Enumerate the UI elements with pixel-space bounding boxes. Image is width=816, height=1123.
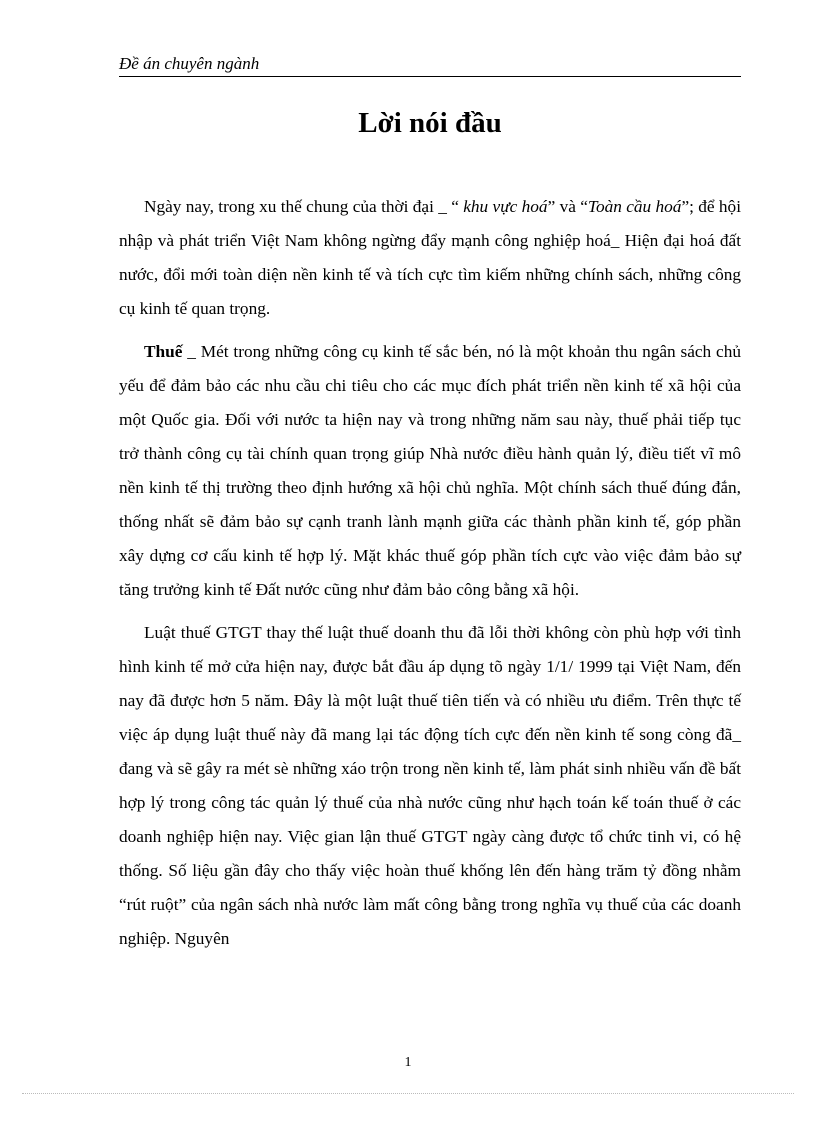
paragraph-2: Thuế _ Mét trong những công cụ kinh tế sắc bén, nó là một khoản thu ngân sách chủ yếu để đảm bảo các nhu cầu chi tiêu cho các mục đích phát triển nền kinh tế xã hội của một Quốc gia. Đối với nước ta hiện nay và trong những năm sau này, thuế phải tiếp tục trở thành công cụ tài chính quan trọng giúp Nhà nước điều hành quản lý, điều tiết vĩ mô nền kinh tế thị trường theo định hướng xã hội chủ nghĩa. Một chính sách thuế đúng đắn, thống nhất sẽ đảm bảo sự cạnh tranh lành mạnh giữa các thành phần kinh tế, góp phần xây dựng cơ cấu kinh tế hợp lý. Mặt khác thuế góp phần tích cực vào việc đảm bảo sự tăng trưởng kinh tế Đất nước cũng như đảm bảo công bằng xã hội. xyxy=(119,342,741,599)
header-text: Đề án chuyên ngành xyxy=(119,54,260,73)
page-bottom-divider xyxy=(22,1093,794,1094)
page-header xyxy=(119,52,741,77)
page-number: 1 xyxy=(404,1055,412,1070)
paragraph-3: Luật thuế GTGT thay thế luật thuế doanh thu đã lỗi thời không còn phù hợp với tình hình kinh tế mở cửa hiện nay, được bắt đầu áp dụng tõ ngày 1/1/ 1999 tại Việt Nam, đến nay đã được hơn 5 năm. Đây là một luật thuế tiên tiến và có nhiều ưu điểm. Trên thực tế việc áp dụng luật thuế này đã mang lại tác động tích cực đến nền kinh tế song còng đã_ đang và sẽ gây ra mét sè những xáo trộn trong nền kinh tế, làm phát sinh nhiều vấn đề bất hợp lý trong công tác quản lý thuế của nhà nước cũng như hạch toán kế toán thuế ở các doanh nghiệp hiện nay. Việc gian lận thuế GTGT ngày càng được tổ chức tinh vi, có hệ thống. Số liệu gần đây cho thấy việc hoàn thuế khống lên đến hàng trăm tỷ đồng nhằm “rút ruột” của ngân sách nhà nước làm mất công bằng trong nghĩa vụ thuế của các doanh nghiệp. Nguyên xyxy=(119,623,741,948)
document-body xyxy=(119,190,741,956)
page-title: Lời nói đầu xyxy=(358,107,502,139)
paragraph-1: Ngày nay, trong xu thế chung của thời đại _ “ khu vực hoá” và “Toàn cầu hoá”; để hội nhập và phát triển Việt Nam không ngừng đẩy mạnh công nghiệp hoá_ Hiện đại hoá đất nước, đổi mới toàn diện nền kinh tế và tích cực tìm kiếm những chính sách, những công cụ kinh tế quan trọng. xyxy=(119,197,741,318)
